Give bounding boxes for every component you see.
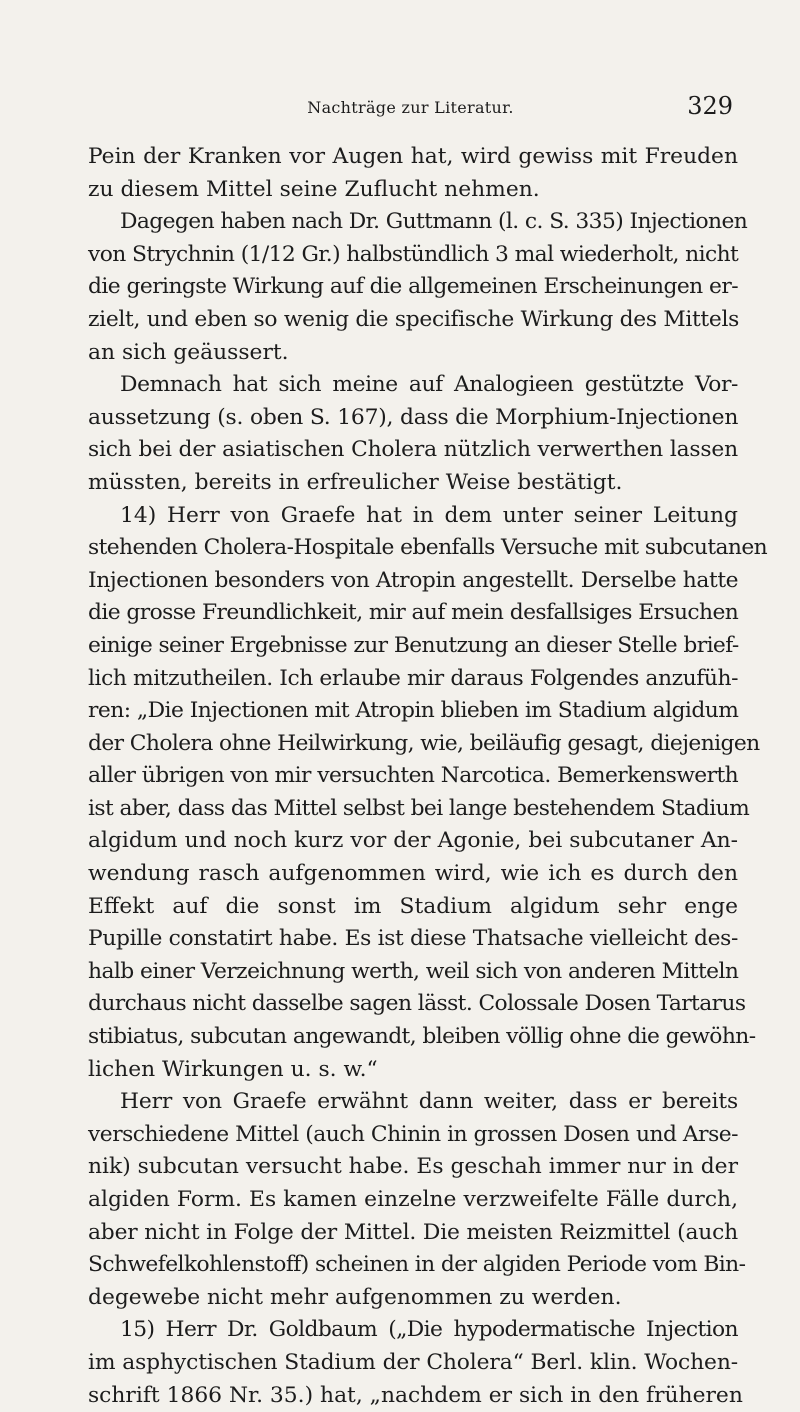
text-line: lich mitzutheilen. Ich erlaube mir daraus Folgendes anzufüh-: [88, 665, 738, 691]
text-line: zielt, und eben so wenig die specifische Wirkung des Mittels: [88, 306, 739, 332]
text-line: schrift 1866 Nr. 35.) hat, „nachdem er sich in den früheren: [88, 1382, 743, 1408]
text-line: 15) Herr Dr. Goldbaum („Die hypodermatische Injection: [120, 1317, 738, 1343]
text-line: aussetzung (s. oben S. 167), dass die Morphium-Injectionen: [88, 404, 739, 430]
text-line: die grosse Freundlichkeit, mir auf mein desfallsiges Ersuchen: [88, 600, 739, 626]
text-line: Pupille constatirt habe. Es ist diese Thatsache vielleicht des-: [88, 926, 738, 952]
text-line: Schwefelkohlenstoff) scheinen in der algiden Periode vom Bin-: [88, 1252, 746, 1278]
text-line: ist aber, dass das Mittel selbst bei lange bestehendem Stadium: [88, 795, 750, 821]
text-line: von Strychnin (1/12 Gr.) halbstündlich 3 mal wiederholt, nicht: [88, 241, 739, 267]
running-title: Nachträge zur Literatur.: [307, 98, 514, 117]
running-header: [88, 92, 733, 126]
text-line: nik) subcutan versucht habe. Es geschah immer nur in der: [88, 1154, 738, 1180]
text-line: ren: „Die Injectionen mit Atropin blieben im Stadium algidum: [88, 698, 739, 724]
text-line: im asphyctischen Stadium der Cholera“ Berl. klin. Wochen-: [88, 1349, 738, 1375]
text-line: Effekt auf die sonst im Stadium algidum sehr enge: [88, 893, 738, 919]
text-line: der Cholera ohne Heilwirkung, wie, beiläufig gesagt, diejenigen: [88, 730, 760, 756]
text-line: Pein der Kranken vor Augen hat, wird gewiss mit Freuden: [88, 144, 738, 169]
text-line: lichen Wirkungen u. s. w.“: [88, 1056, 378, 1082]
text-line: Demnach hat sich meine auf Analogieen gestützte Vor-: [120, 372, 738, 398]
text-line: zu diesem Mittel seine Zuflucht nehmen.: [88, 176, 540, 202]
text-line: aller übrigen von mir versuchten Narcotica. Bemerkenswerth: [88, 763, 739, 789]
text-line: müssten, bereits in erfreulicher Weise bestätigt.: [88, 469, 623, 495]
page-number: 329: [687, 92, 733, 120]
text-line: durchaus nicht dasselbe sagen lässt. Colossale Dosen Tartarus: [88, 991, 746, 1017]
text-line: an sich geäussert.: [88, 339, 289, 365]
text-line: aber nicht in Folge der Mittel. Die meisten Reizmittel (auch: [88, 1219, 738, 1245]
text-line: Dagegen haben nach Dr. Guttmann (l. c. S. 335) Injectionen: [120, 209, 748, 235]
text-line: verschiedene Mittel (auch Chinin in grossen Dosen und Arse-: [88, 1121, 738, 1147]
text-line: Herr von Graefe erwähnt dann weiter, dass er bereits: [120, 1089, 738, 1115]
text-line: stibiatus, subcutan angewandt, bleiben völlig ohne die gewöhn-: [88, 1024, 756, 1050]
page-body-text: [88, 141, 768, 1412]
text-line: die geringste Wirkung auf die allgemeinen Erscheinungen er-: [88, 274, 738, 300]
text-line: wendung rasch aufgenommen wird, wie ich es durch den: [88, 861, 738, 887]
text-line: algiden Form. Es kamen einzelne verzweifelte Fälle durch,: [88, 1187, 738, 1212]
text-line: halb einer Verzeichnung werth, weil sich von anderen Mitteln: [88, 958, 739, 984]
text-line: Injectionen besonders von Atropin angestellt. Derselbe hatte: [88, 567, 739, 593]
text-line: algidum und noch kurz vor der Agonie, bei subcutaner An-: [88, 828, 738, 854]
text-line: einige seiner Ergebnisse zur Benutzung an dieser Stelle brief-: [88, 632, 739, 658]
text-line: sich bei der asiatischen Cholera nützlich verwerthen lassen: [88, 437, 738, 463]
text-line: stehenden Cholera-Hospitale ebenfalls Versuche mit subcutanen: [88, 535, 768, 561]
text-line: 14) Herr von Graefe hat in dem unter seiner Leitung: [120, 502, 738, 528]
text-line: degewebe nicht mehr aufgenommen zu werden.: [88, 1284, 622, 1310]
